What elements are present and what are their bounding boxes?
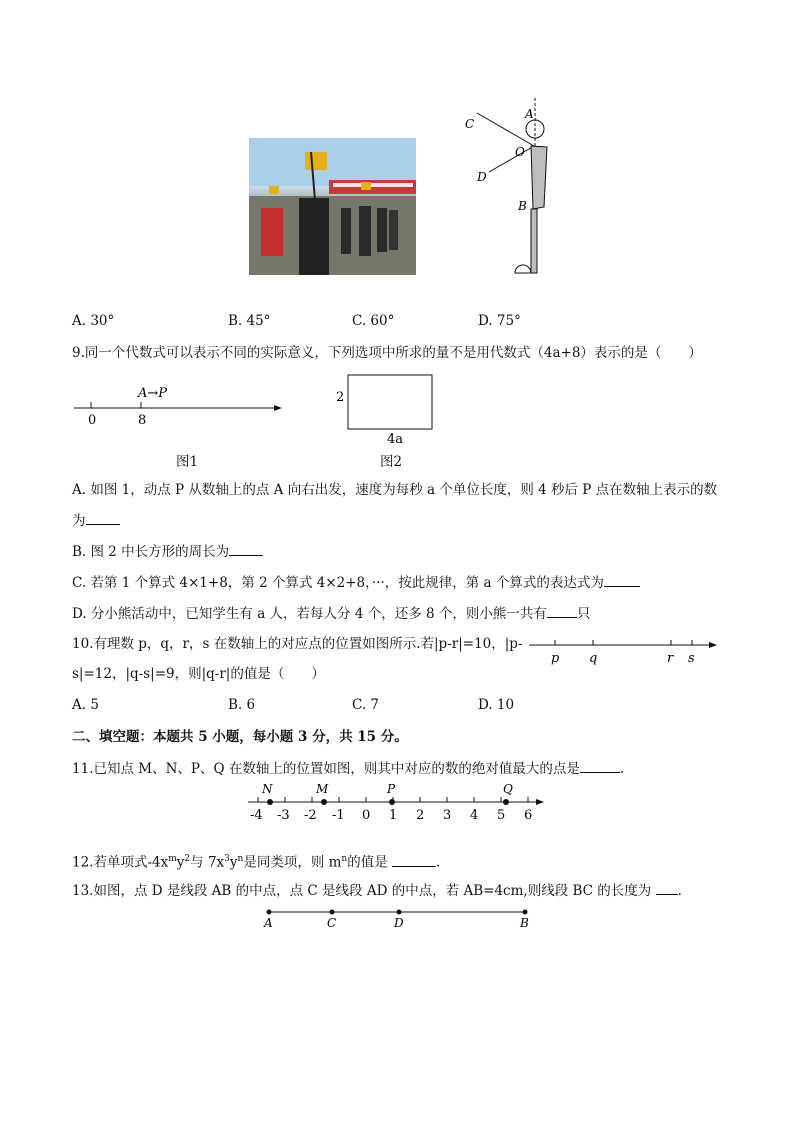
q12-sup: n (237, 854, 244, 864)
q12-sup: 2 (184, 854, 191, 864)
q12-text: 是同类项，则 m (243, 854, 342, 871)
q10-option-a[interactable]: A. 5 (72, 697, 99, 713)
point-n-label: N (262, 782, 273, 796)
fig2-caption: 图2 (380, 454, 403, 470)
option-d-suffix: 只 (576, 606, 591, 622)
q12-sup: m (168, 854, 177, 864)
fig1-caption: 图1 (176, 454, 199, 470)
q11-number-line (244, 780, 548, 824)
option-d-text: D. 分小熊活动中，已知学生有 a 人，若每人分 4 个，还多 8 个，则小熊一共有 (72, 606, 547, 622)
answer-blank[interactable] (86, 510, 120, 525)
option-c-text: C. 若第 1 个算式 4×1+8，第 2 个算式 4×2+8，···，按此规律，第 a 个算式的表达式为 (72, 575, 604, 591)
option-a-prefix: 为 (72, 513, 86, 529)
answer-blank[interactable] (580, 758, 620, 773)
q9-option-b[interactable] (72, 541, 263, 562)
point-q (503, 799, 509, 805)
tick-label: -3 (277, 808, 290, 823)
q9-option-d[interactable] (72, 603, 590, 624)
fig2-bottom-label: 4a (387, 432, 404, 447)
answer-blank[interactable] (604, 572, 640, 587)
q12-text: 与 7x (190, 854, 225, 871)
option-b-text: B. 图 2 中长方形的周长为 (72, 544, 230, 560)
point-a-label: A (525, 107, 534, 121)
q8-option-d[interactable]: D. 75° (478, 313, 521, 329)
flag-drill-photo (249, 138, 416, 275)
point-d-label: D (477, 170, 487, 184)
point-a-label: A (264, 916, 273, 930)
tick-label: 3 (443, 808, 452, 823)
tick-label: 0 (362, 808, 371, 823)
axis-label-r: r (667, 651, 674, 666)
tick-label: 5 (497, 808, 506, 823)
q12-sup: n (341, 854, 348, 864)
q10-option-b[interactable]: B. 6 (228, 697, 256, 713)
q9-option-c[interactable] (72, 572, 640, 593)
axis-label-s: s (688, 651, 695, 666)
point-d-label: D (394, 916, 404, 930)
q12-text: 12.若单项式-4x (72, 854, 169, 871)
q12-text: y (229, 854, 238, 871)
q10-option-c[interactable]: C. 7 (352, 697, 380, 713)
tick-label: 2 (416, 808, 425, 823)
point-a (267, 910, 272, 915)
point-q-label: Q (503, 782, 513, 796)
q8-option-c[interactable]: C. 60° (352, 313, 395, 329)
q10-stem-line2: s|=12，|q-s|=9，则|q-r|的值是（ ） (72, 666, 325, 682)
fig2-side-label: 2 (336, 390, 345, 405)
point-d (397, 910, 402, 915)
answer-blank[interactable] (392, 852, 436, 867)
point-b-label: B (518, 199, 527, 213)
q12-stem: 12.若单项式$-4x^my^2$与 $7x^3y^n$是同类项，则 $m^n$的值是 . (72, 849, 440, 873)
point-o-label: O (515, 145, 525, 159)
q13-stem: 13.如图，点 D 是线段 AB 的中点，点 C 是线段 AD 的中点，若 AB=4cm,则线段 BC 的长度为 . (72, 880, 682, 901)
fig1-arrow-label: A→P (138, 386, 168, 401)
q11-stem: 11.已知点 M、N、P、Q 在数轴上的位置如图，则其中对应的数的绝对值最大的点是 . (72, 758, 624, 779)
flag-arm-diagram (455, 96, 555, 278)
tick-label: 6 (524, 808, 533, 823)
q10-number-line (525, 632, 725, 668)
tick-label: 4 (470, 808, 479, 823)
q12-text: 的值是 (347, 854, 388, 871)
answer-blank[interactable] (229, 541, 263, 556)
answer-blank[interactable] (656, 880, 678, 895)
point-b-label: B (520, 916, 529, 930)
q9-option-a-line2[interactable] (72, 510, 120, 531)
q9-stem: 9.同一个代数式可以表示不同的实际意义，下列选项中所求的量不是用代数式（4a+8）表示的是（ ） (72, 345, 702, 361)
q12-sup: 3 (224, 854, 230, 864)
q11-stem-text: 11.已知点 M、N、P、Q 在数轴上的位置如图，则其中对应的数的绝对值最大的点是 (72, 761, 580, 777)
tick-label: 1 (389, 808, 398, 823)
fig1-tick-0: 0 (88, 413, 97, 428)
point-p-label: P (387, 782, 396, 796)
point-p (389, 799, 395, 805)
q10-stem-line1: 10.有理数 p，q，r，s 在数轴上的对应点的位置如图所示.若|p-r|=10，|p- (72, 636, 523, 652)
point-c-label: C (465, 117, 475, 131)
q9-fig2-rectangle (333, 372, 443, 448)
point-c (330, 910, 335, 915)
point-m-label: M (316, 782, 329, 796)
q9-fig1-number-line (70, 378, 290, 430)
q10-option-d[interactable]: D. 10 (478, 697, 515, 713)
point-c-label: C (327, 916, 337, 930)
q8-option-a[interactable]: A. 30° (72, 313, 115, 329)
answer-blank[interactable] (547, 603, 577, 618)
point-m (321, 799, 327, 805)
point-n (267, 799, 273, 805)
tick-label: -4 (250, 808, 263, 823)
tick-label: -1 (332, 808, 345, 823)
q9-option-a-line1[interactable]: A. 如图 1，动点 P 从数轴上的点 A 向右出发，速度为每秒 a 个单位长度，则 4 秒后 P 点在数轴上表示的数 (72, 482, 718, 498)
axis-label-q: q (589, 651, 598, 666)
tick-label: -2 (304, 808, 317, 823)
axis-label-p: p (551, 651, 560, 666)
section-2-heading: 二、填空题：本题共 5 小题，每小题 3 分，共 15 分。 (72, 729, 408, 745)
q13-segment-diagram (260, 904, 536, 932)
point-b (523, 910, 528, 915)
q8-option-b[interactable]: B. 45° (228, 313, 271, 329)
fig1-tick-8: 8 (138, 413, 147, 428)
q12-text: y (176, 854, 185, 871)
q13-stem-text: 13.如图，点 D 是线段 AB 的中点，点 C 是线段 AD 的中点，若 AB=4cm,则线段 BC 的长度为 (72, 883, 652, 899)
